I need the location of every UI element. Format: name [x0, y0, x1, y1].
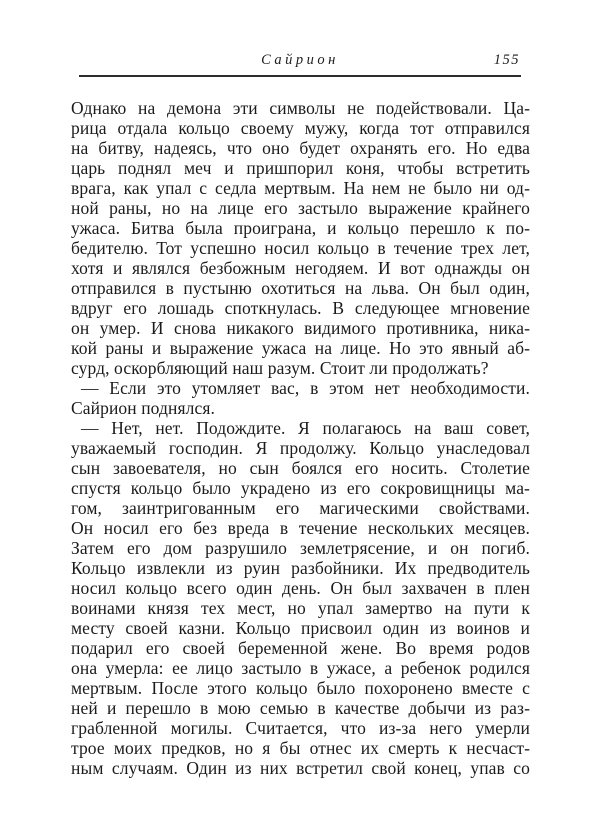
- text-line: подарил его своей беременной жене. Во время родов: [71, 638, 530, 658]
- text-line: спустя кольцо было украдено из его сокровищницы ма-: [71, 478, 530, 498]
- text-line: сын завоевателя, но сын боялся его носить. Столетие: [71, 458, 530, 478]
- page-number: 155: [493, 52, 520, 68]
- text-line: Он носил его без вреда в течение нескольких месяцев.: [71, 518, 530, 538]
- paragraph: [71, 418, 530, 778]
- running-title: Сайрион: [261, 52, 339, 68]
- text-line: — Если это утомляет вас, в этом нет необходимости.: [81, 378, 530, 398]
- text-line: мертвым. После этого кольцо было похоронено вместе с: [71, 678, 530, 698]
- text-line: врага, как упал с седла мертвым. На нем не было ни од-: [71, 178, 530, 198]
- text-line: месту своей казни. Кольцо присвоил один из воинов и: [71, 618, 530, 638]
- text-line: Затем его дом разрушило землетрясение, и он погиб.: [71, 538, 530, 558]
- text-line: рица отдала кольцо своему мужу, когда тот отправился: [71, 118, 530, 138]
- text-line: бедителю. Тот успешно носил кольцо в течение трех лет,: [71, 238, 530, 258]
- text-line: Сайрион поднялся.: [71, 398, 215, 418]
- text-line: воинами князя тех мест, но упал замертво на пути к: [71, 598, 530, 618]
- text-line: гом, заинтригованным его магическими свойствами.: [71, 498, 530, 518]
- text-line: он умер. И снова никакого видимого противника, ника-: [71, 318, 530, 338]
- text-line: уважаемый господин. Я продолжу. Кольцо унаследовал: [71, 438, 530, 458]
- text-line: на битву, надеясь, что оно будет охранять его. Но едва: [71, 138, 530, 158]
- paragraph: [71, 98, 530, 378]
- text-line: хотя и являлся безбожным негодяем. И вот однажды он: [71, 258, 530, 278]
- text-line: она умерла: ее лицо застыло в ужасе, а ребенок родился: [71, 658, 530, 678]
- text-line: носил кольцо всего один день. Он был захвачен в плен: [71, 578, 530, 598]
- text-line: кой раны и выражение ужаса на лице. Но это явный аб-: [71, 338, 530, 358]
- text-line: Кольцо извлекли из руин разбойники. Их предводитель: [71, 558, 530, 578]
- text-line: ной раны, но на лице его застыло выражение крайнего: [71, 198, 530, 218]
- text-line: ней и перешло в мою семью в качестве добычи из раз-: [71, 698, 530, 718]
- text-line: царь поднял меч и пришпорил коня, чтобы встретить: [71, 158, 530, 178]
- text-line: грабленной могилы. Считается, что из-за него умерли: [71, 718, 530, 738]
- text-line: Однако на демона эти символы не подействовали. Ца-: [71, 98, 530, 118]
- text-line: трое моих предков, но я бы отнес их смерть к несчаст-: [71, 738, 530, 758]
- header-rule: [79, 75, 521, 77]
- page-text: [71, 98, 530, 778]
- paragraph: [71, 378, 530, 418]
- text-line: ужаса. Битва была проиграна, и кольцо перешло к по-: [71, 218, 530, 238]
- text-line: отправился в пустыню охотиться на льва. Он был один,: [71, 278, 530, 298]
- text-line: сурд, оскорбляющий наш разум. Стоит ли продолжать?: [71, 358, 489, 378]
- text-line: вдруг его лошадь споткнулась. В следующее мгновение: [71, 298, 530, 318]
- text-line: — Нет, нет. Подождите. Я полагаюсь на ваш совет,: [81, 418, 530, 438]
- text-line: ным случаям. Один из них встретил свой конец, упав со: [71, 758, 530, 778]
